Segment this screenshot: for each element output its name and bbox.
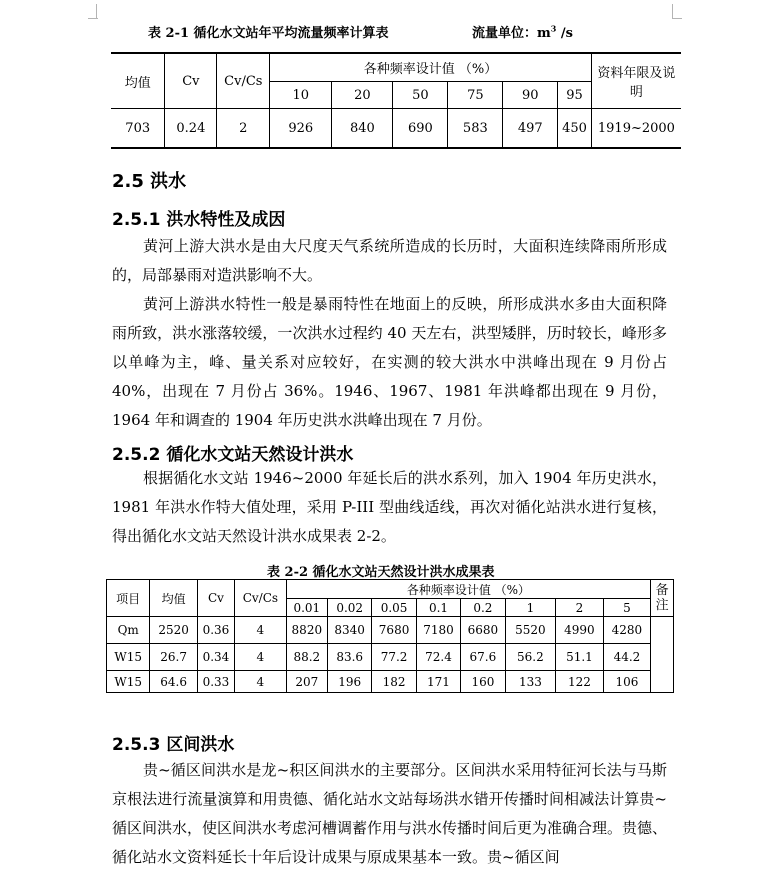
table2-cell-value: 133 <box>505 671 556 693</box>
table2-freq-header: 0.02 <box>327 599 371 617</box>
table2-cell-mean: 2520 <box>150 617 198 644</box>
table1-freq-header: 50 <box>393 82 448 109</box>
table1-cell-cvcs: 2 <box>217 109 270 149</box>
table1-cell-cv: 0.24 <box>165 109 217 149</box>
table2-cell-item: W15 <box>107 644 150 671</box>
table1-unit-tail: /s <box>556 26 573 41</box>
table2-cell-value: 44.2 <box>603 644 651 671</box>
table2-freq-header: 2 <box>556 599 604 617</box>
table1-unit-label: 流量单位：m <box>472 26 551 41</box>
table2-header-freq-group: 各种频率设计值 （%） <box>286 580 651 599</box>
table1-caption: 表 2-1 循化水文站年平均流量频率计算表 <box>148 26 389 41</box>
table1-cell-value: 926 <box>270 109 332 149</box>
table1-cell-value: 583 <box>448 109 503 149</box>
table2-cell-value: 4280 <box>603 617 651 644</box>
table2-cell-value: 122 <box>556 671 604 693</box>
table2-header-mean: 均值 <box>150 580 198 617</box>
paragraph-flood-cause: 黄河上游大洪水是由大尺度天气系统所造成的长历时，大面积连续降雨所形成的，局部暴雨对造洪影响不大。 <box>112 237 667 284</box>
table2-cell-value: 182 <box>372 671 416 693</box>
table2-freq-header: 0.2 <box>461 599 505 617</box>
table1-header-cv: Cv <box>165 53 217 109</box>
page-corner-mark <box>672 18 682 19</box>
table2-header-cvcs: Cv/Cs <box>235 580 287 617</box>
table1-cell-value: 840 <box>332 109 393 149</box>
table1-freq-header: 90 <box>503 82 558 109</box>
table2-cell-value: 7180 <box>416 617 460 644</box>
table2-cell-cvcs: 4 <box>235 617 287 644</box>
table1-header-cvcs: Cv/Cs <box>217 53 270 109</box>
table2-header-cv: Cv <box>197 580 234 617</box>
page-corner-mark <box>88 18 98 19</box>
table2-cell-item: Qm <box>107 617 150 644</box>
table2-cell-value: 7680 <box>372 617 416 644</box>
table2-cell-cv: 0.36 <box>197 617 234 644</box>
section-heading-2-5-1: 2.5.1 洪水特性及成因 <box>112 210 286 230</box>
table1-cell-mean: 703 <box>111 109 165 149</box>
table1-cell-years: 1919~2000 <box>591 109 681 149</box>
table2-cell-cv: 0.33 <box>197 671 234 693</box>
table1-freq-header: 75 <box>448 82 503 109</box>
table2-cell-value: 160 <box>461 671 505 693</box>
table2-cell-value: 67.6 <box>461 644 505 671</box>
paragraph-design-flood: 根据循化水文站 1946~2000 年延长后的洪水系列，加入 1904 年历史洪水，1981 年洪水作特大值处理，采用 P-III 型曲线适线，再次对循化站洪水进行复核，得出循化水文站天然设计洪水成果表 2-2。 <box>112 469 667 545</box>
table2-cell-value: 77.2 <box>372 644 416 671</box>
section-heading-2-5: 2.5 洪水 <box>112 171 187 192</box>
table2-freq-header: 0.05 <box>372 599 416 617</box>
table2-cell-note <box>651 617 674 693</box>
table1-cell-value: 497 <box>503 109 558 149</box>
table1-freq-header: 20 <box>332 82 393 109</box>
table2-freq-header: 0.01 <box>286 599 327 617</box>
table2-cell-value: 72.4 <box>416 644 460 671</box>
table2 <box>106 579 674 693</box>
table2-cell-value: 4990 <box>556 617 604 644</box>
table2-cell-cvcs: 4 <box>235 671 287 693</box>
table2-cell-value: 196 <box>327 671 371 693</box>
paragraph-interval-flood: 贵~循区间洪水是龙~积区间洪水的主要部分。区间洪水采用特征河长法与马斯京根法进行流量演算和用贵德、循化站水文站每场洪水错开传播时间相减法计算贵~循区间洪水，使区间洪水考虑河槽调蓄作用与洪水传播时间后更为准确合理。贵德、循化站水文资料延长十年后设计成果与原成果基本一致。贵~循区间 <box>112 761 668 866</box>
section-heading-2-5-2: 2.5.2 循化水文站天然设计洪水 <box>112 445 354 465</box>
table2-cell-cv: 0.34 <box>197 644 234 671</box>
table2-freq-header: 0.1 <box>416 599 460 617</box>
table1 <box>111 52 681 149</box>
table2-cell-value: 83.6 <box>327 644 371 671</box>
section-heading-2-5-3: 2.5.3 区间洪水 <box>112 735 235 755</box>
table2-header-item: 项目 <box>107 580 150 617</box>
table2-caption: 表 2-2 循化水文站天然设计洪水成果表 <box>267 565 495 580</box>
table1-cell-value: 450 <box>558 109 592 149</box>
table1-header-freq-group: 各种频率设计值 （%） <box>270 53 592 82</box>
table2-cell-value: 88.2 <box>286 644 327 671</box>
table1-cell-value: 690 <box>393 109 448 149</box>
table1-freq-header: 10 <box>270 82 332 109</box>
table2-cell-item: W15 <box>107 671 150 693</box>
table2-cell-value: 207 <box>286 671 327 693</box>
table2-cell-value: 51.1 <box>556 644 604 671</box>
table2-cell-mean: 26.7 <box>150 644 198 671</box>
table1-unit-sup: 3 <box>550 23 557 34</box>
table2-cell-value: 8340 <box>327 617 371 644</box>
table2-header-note: 备注 <box>651 580 674 617</box>
page-corner-mark <box>96 4 97 19</box>
table2-cell-value: 56.2 <box>505 644 556 671</box>
table2-freq-header: 1 <box>505 599 556 617</box>
table2-cell-value: 106 <box>603 671 651 693</box>
table1-freq-header: 95 <box>558 82 592 109</box>
table1-unit <box>472 22 573 41</box>
table2-cell-value: 6680 <box>461 617 505 644</box>
table1-header-years: 资料年限及说明 <box>591 53 681 109</box>
page-corner-mark <box>672 4 673 18</box>
table2-cell-value: 171 <box>416 671 460 693</box>
paragraph-flood-characteristics: 黄河上游洪水特性一般是暴雨特性在地面上的反映，所形成洪水多由大面积降雨所致，洪水涨落较缓，一次洪水过程约 40 天左右，洪型矮胖，历时较长，峰形多以单峰为主，峰、量关系对应较好，在实测的较大洪水中洪峰出现在 9 月份占 40%，出现在 7 月份占 36%。1946、1967、1981 年洪峰都出现在 9 月份，1964 年和调查的 1904 年历史洪水洪峰出现在 7 月份。 <box>112 295 667 429</box>
table2-cell-mean: 64.6 <box>150 671 198 693</box>
table2-cell-value: 5520 <box>505 617 556 644</box>
table2-freq-header: 5 <box>603 599 651 617</box>
table2-cell-cvcs: 4 <box>235 644 287 671</box>
table1-header-mean: 均值 <box>111 53 165 109</box>
table2-cell-value: 8820 <box>286 617 327 644</box>
